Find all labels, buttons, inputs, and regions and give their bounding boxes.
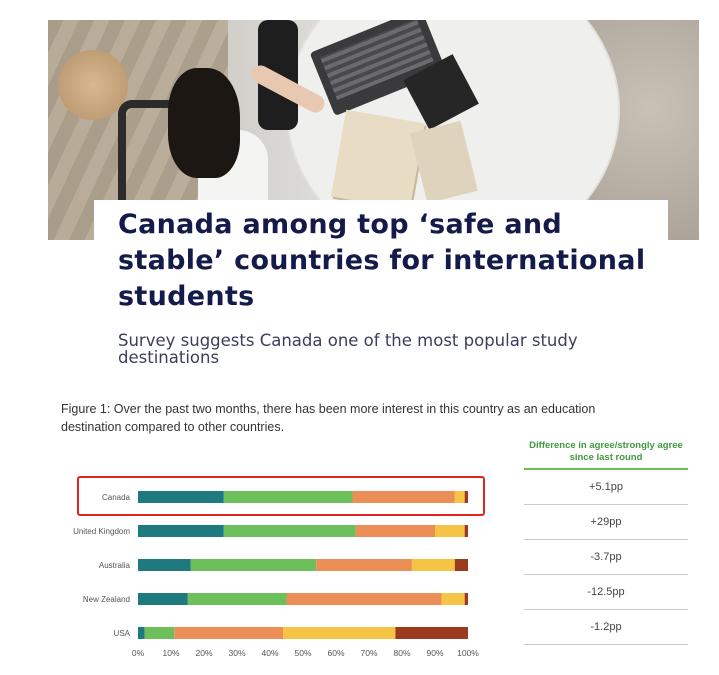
bar-segment	[395, 627, 468, 639]
article-subheadline: Survey suggests Canada one of the most popular study destinations	[118, 331, 578, 367]
difference-panel	[524, 440, 688, 645]
difference-value: +29pp	[590, 516, 622, 528]
bar-segment	[145, 627, 175, 639]
bar-segment	[174, 627, 283, 639]
category-label: New Zealand	[82, 595, 130, 604]
bar-segment	[455, 559, 468, 571]
open-book	[331, 110, 425, 211]
difference-value: -3.7pp	[590, 551, 622, 563]
bar-segment	[191, 559, 316, 571]
bar-segment	[455, 491, 465, 503]
person-hair	[168, 68, 240, 178]
x-tick-label: 30%	[228, 648, 246, 658]
difference-row	[524, 470, 688, 505]
x-tick-label: 80%	[393, 648, 411, 658]
stacked-bar-chart	[0, 460, 520, 665]
x-tick-label: 20%	[195, 648, 213, 658]
bar-segment	[353, 491, 455, 503]
article-headline: Canada among top ‘safe and stable’ countries for international students	[118, 209, 646, 312]
difference-row	[524, 610, 688, 645]
x-tick-label: 40%	[261, 648, 279, 658]
bar-segment	[224, 491, 353, 503]
difference-row	[524, 575, 688, 610]
x-tick-label: 60%	[327, 648, 345, 658]
bar-segment	[435, 525, 465, 537]
x-tick-label: 10%	[162, 648, 180, 658]
difference-value: +5.1pp	[589, 481, 623, 493]
x-tick-label: 70%	[360, 648, 378, 658]
bar-segment	[465, 491, 468, 503]
category-label: USA	[113, 629, 130, 638]
x-tick-label: 90%	[426, 648, 444, 658]
category-label: United Kingdom	[73, 527, 130, 536]
bar-segment	[442, 593, 465, 605]
x-tick-label: 100%	[457, 648, 479, 658]
difference-header: Difference in agree/strongly agree since last round	[524, 440, 688, 470]
bar-segment	[138, 593, 188, 605]
bar-segment	[224, 525, 356, 537]
bar-segment	[138, 627, 145, 639]
difference-row	[524, 505, 688, 540]
bar-segment	[316, 559, 412, 571]
difference-value: -1.2pp	[590, 621, 622, 633]
bar-segment	[138, 525, 224, 537]
difference-row	[524, 540, 688, 575]
category-label: Australia	[98, 561, 130, 570]
x-tick-label: 0%	[131, 648, 145, 658]
bar-segment	[465, 593, 468, 605]
bar-segment	[356, 525, 435, 537]
bar-segment	[138, 491, 224, 503]
category-label: Canada	[101, 493, 130, 502]
bar-segment	[465, 525, 468, 537]
difference-value: -12.5pp	[587, 586, 625, 598]
figure-caption: Figure 1: Over the past two months, there has been more interest in this country as an education destination compared to other countries.	[61, 402, 596, 434]
bar-segment	[287, 593, 442, 605]
bar-segment	[138, 559, 191, 571]
bar-segment	[412, 559, 455, 571]
bar-segment	[188, 593, 287, 605]
bar-segment	[283, 627, 395, 639]
x-tick-label: 50%	[294, 648, 312, 658]
